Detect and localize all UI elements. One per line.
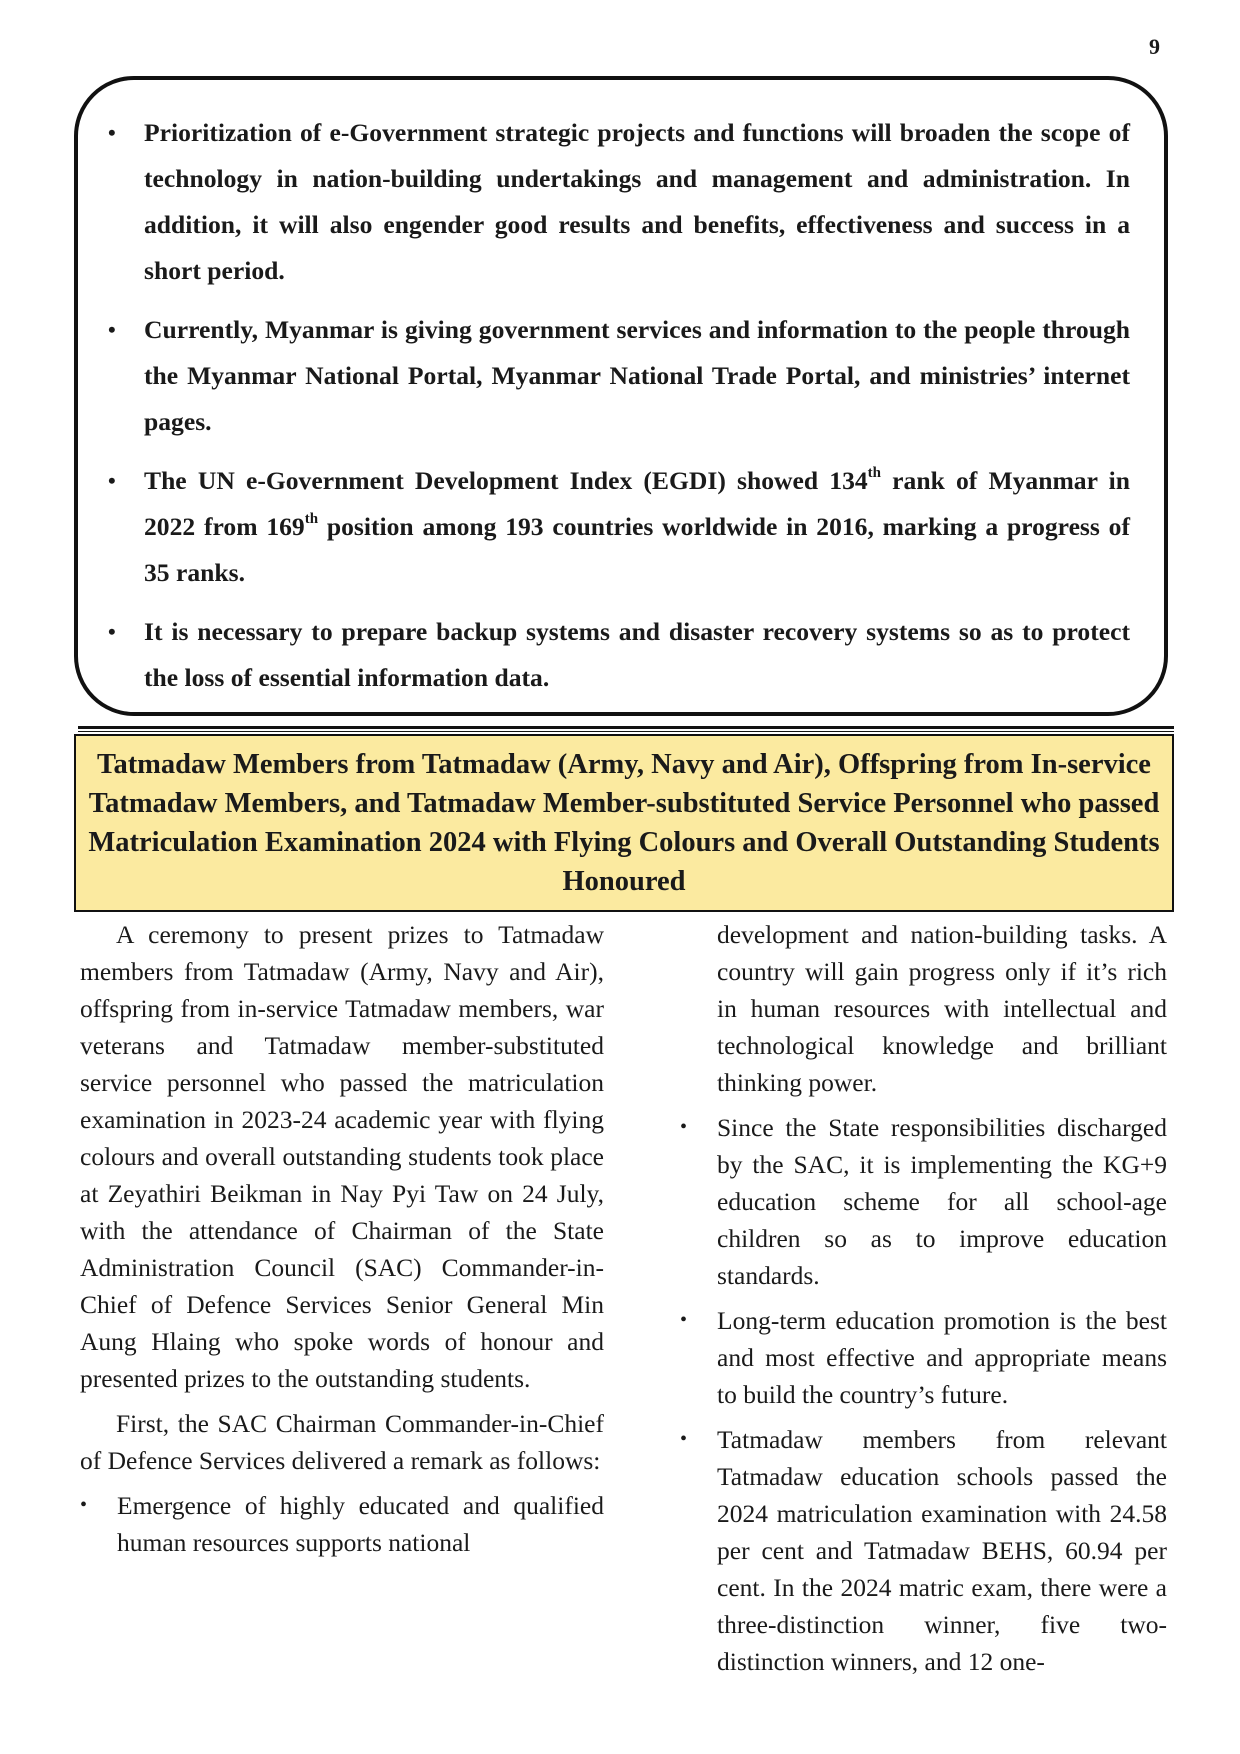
highlights-list xyxy=(108,110,1130,714)
body-paragraph: A ceremony to present prizes to Tatmadaw members from Tatmadaw (Army, Navy and Air), offspring from in-service Tatmadaw members, war veterans and Tatmadaw member-substituted service personnel who passed the matriculation examination in 2023-24 academic year with flying colours and overall outstanding students took place at Zeyathiri Beikman in Nay Pyi Taw on 24 July, with the attendance of Chairman of the State Administration Council (SAC) Commander-in-Chief of Defence Services Senior General Min Aung Hlaing who spoke words of honour and presented prizes to the outstanding students. xyxy=(80,920,604,1393)
bullet-icon: • xyxy=(108,619,116,644)
bullet-icon: • xyxy=(680,1309,688,1331)
bullet-icon: • xyxy=(108,468,116,493)
ordinal-suffix: th xyxy=(867,465,882,482)
right-column xyxy=(680,916,1167,1688)
bullet-icon: • xyxy=(680,1428,688,1450)
highlight-text: Prioritization of e-Government strategic projects and functions will broaden the scope of technology in nation-building undertakings and management and administration. In addition, it will also engender good results and benefits, effectiveness and success in a short period. xyxy=(144,118,1130,285)
divider-line xyxy=(78,731,1174,732)
page-number: 9 xyxy=(1149,34,1160,59)
highlight-item xyxy=(108,609,1130,701)
headline-box xyxy=(74,734,1174,912)
article-headline: Tatmadaw Members from Tatmadaw (Army, Navy and Air), Offspring from In-service Tatmadaw Members, and Tatmadaw Member-substituted Service Personnel who passed Matriculation Examination 2024 with Flying Colours and Overall Outstanding Students Honoured xyxy=(88,749,1160,897)
bullet-icon: • xyxy=(108,317,116,342)
left-column xyxy=(80,916,604,1569)
highlight-item xyxy=(108,110,1130,294)
remark-item xyxy=(680,1109,1167,1294)
text-segment: rank of Myanmar in 2022 from 169 xyxy=(144,466,1130,541)
bullet-icon: • xyxy=(680,1116,688,1138)
text-segment: The UN e-Government Development Index (EGDI) showed 134 xyxy=(144,466,868,495)
continued-text: development and nation-building tasks. A country will gain progress only if it’s rich in human resources with intellectual and technological knowledge and brilliant thinking power. xyxy=(717,920,1167,1097)
remark-item xyxy=(680,1302,1167,1413)
remarks-list xyxy=(80,1487,604,1561)
remark-text: Emergence of highly educated and qualified human resources supports national xyxy=(117,1491,604,1557)
bullet-icon: • xyxy=(80,1494,88,1516)
text-segment: position among 193 countries worldwide in 2016, marking a progress of 35 ranks. xyxy=(144,512,1130,587)
remark-text: Since the State responsibilities discharged by the SAC, it is implementing the KG+9 education scheme for all school-age children so as to improve education standards. xyxy=(717,1113,1167,1290)
highlight-text: Currently, Myanmar is giving government services and information to the people through the Myanmar National Portal, Myanmar National Trade Portal, and ministries’ internet pages. xyxy=(144,315,1130,436)
highlight-item xyxy=(108,307,1130,445)
bullet-icon: • xyxy=(108,120,116,145)
remark-item xyxy=(680,1421,1167,1680)
highlight-text: It is necessary to prepare backup systems and disaster recovery systems so as to protect the loss of essential information data. xyxy=(144,617,1130,692)
remark-text: Tatmadaw members from relevant Tatmadaw education schools passed the 2024 matriculation examination with 24.58 per cent and Tatmadaw BEHS, 60.94 per cent. In the 2024 matric exam, there were a three-distinction winner, five two-distinction winners, and 12 one- xyxy=(717,1425,1167,1676)
ordinal-suffix: th xyxy=(304,511,319,528)
remarks-list xyxy=(680,1109,1167,1680)
highlight-item xyxy=(108,458,1130,596)
body-paragraph: First, the SAC Chairman Commander-in-Chief of Defence Services delivered a remark as follows: xyxy=(80,1409,604,1475)
remark-item xyxy=(80,1487,604,1561)
highlights-box xyxy=(74,76,1168,716)
divider-line xyxy=(78,726,1174,729)
remark-text: Long-term education promotion is the best and most effective and appropriate means to build the country’s future. xyxy=(717,1306,1167,1409)
highlight-text xyxy=(144,466,1130,587)
